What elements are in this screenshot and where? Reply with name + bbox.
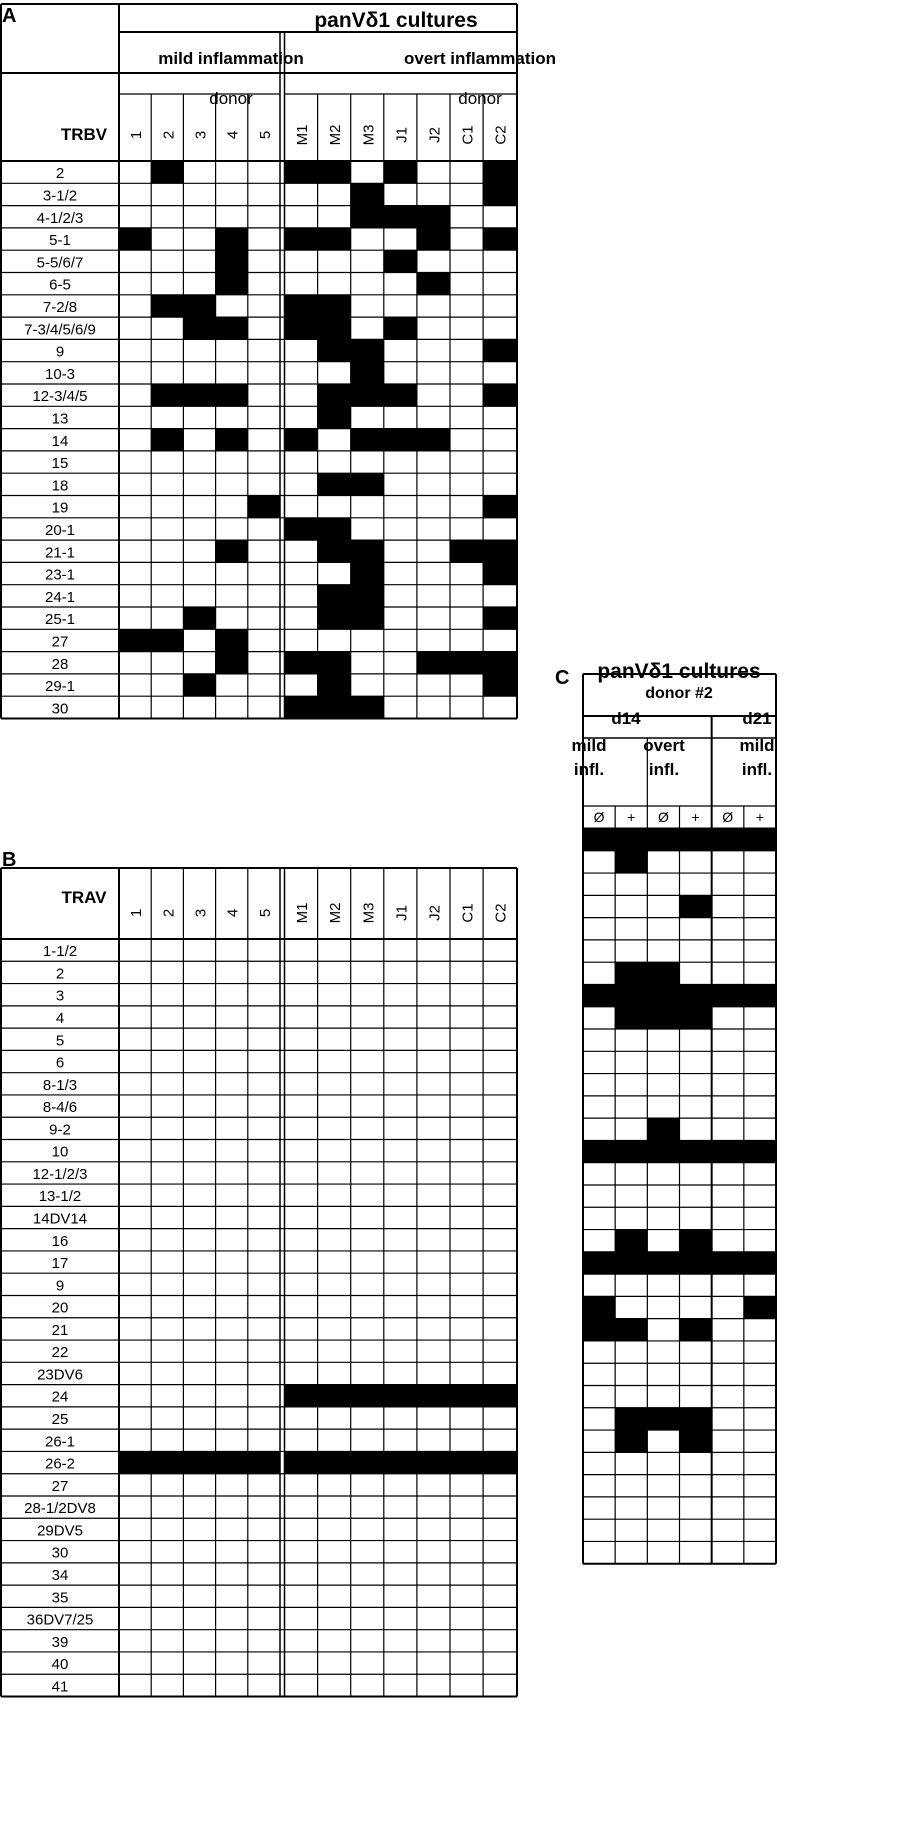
panel-c-cell-positive — [583, 1296, 615, 1318]
panel-a-cell-positive — [483, 183, 516, 205]
panel-c-timepoint-d14: d14 — [611, 709, 641, 728]
panel-b-cell-positive — [285, 1385, 318, 1407]
panel-c-cell-positive — [647, 1252, 679, 1274]
panel-a-cell-positive — [248, 496, 280, 518]
panel-a-cell-positive — [351, 585, 384, 607]
panel-a-row-label: 14 — [51, 432, 69, 450]
panel-b-gridlines — [1, 868, 517, 1697]
panel-a-cell-positive — [351, 362, 384, 384]
panel-b-row-label: 41 — [51, 1678, 69, 1696]
panel-c-col-symbol-1: + — [627, 809, 636, 825]
panel-a-cell-positive — [483, 384, 516, 406]
panel-b-col-label-5: 5 — [256, 908, 274, 918]
panel-a-cell-positive — [318, 339, 351, 361]
panel-c-cell-positive — [615, 1230, 647, 1252]
panel-a-row-label: 3-1/2 — [42, 187, 78, 205]
panel-a-cell-positive — [119, 629, 151, 651]
panel-c-cell-positive — [680, 984, 712, 1006]
panel-b-cell-positive — [318, 1385, 351, 1407]
panel-a-col-label-1: 1 — [128, 130, 146, 140]
panel-a-cell-positive — [285, 696, 318, 718]
panel-a-row-label: 9 — [55, 343, 65, 361]
panel-c-cell-positive — [744, 1252, 776, 1274]
panel-a-row-label: 19 — [51, 499, 69, 517]
panel-a-cell-positive — [318, 473, 351, 495]
panel-a-cell-positive — [417, 206, 450, 228]
panel-b-col-label-2: 2 — [160, 908, 178, 918]
panel-a-cell-positive — [151, 629, 183, 651]
panel-a-cell-positive — [351, 339, 384, 361]
panel-a-cell-positive — [216, 228, 248, 250]
panel-a-row-label: 28 — [51, 655, 69, 673]
panel-b-row-label: 5 — [55, 1032, 65, 1050]
panel-b-cell-positive — [151, 1451, 183, 1473]
panel-a-cell-positive — [151, 295, 183, 317]
panel-a-col-label-C2: C2 — [492, 125, 510, 145]
panel-b-row-label: 8-4/6 — [42, 1099, 78, 1117]
panel-a-row-label: 23-1 — [44, 566, 76, 584]
panel-c-cell-positive — [615, 1319, 647, 1341]
panel-a-cell-positive — [450, 540, 483, 562]
panel-c-cell-positive — [680, 1252, 712, 1274]
panel-a-trbv-table — [1, 4, 556, 719]
panel-a-col-label-J2: J2 — [426, 127, 444, 143]
panel-a-row-label: 15 — [51, 455, 69, 473]
panel-a-cell-positive — [318, 696, 351, 718]
panel-b-row-label: 27 — [51, 1477, 69, 1495]
panel-a-cell-positive — [483, 540, 516, 562]
panel-c-cell-positive — [680, 1140, 712, 1162]
panel-a-cell-positive — [183, 384, 215, 406]
panel-b-cell-positive — [417, 1451, 450, 1473]
panel-b-grid — [24, 903, 516, 1696]
panel-c-cell-positive — [615, 1430, 647, 1452]
panel-b-cell-positive — [417, 1385, 450, 1407]
panel-c-title: panVδ1 cultures — [597, 660, 761, 683]
panel-b-cell-positive — [384, 1451, 417, 1473]
panel-a-cell-positive — [318, 406, 351, 428]
panel-b-row-label: 1-1/2 — [42, 943, 78, 961]
panel-c-col-symbol-2: Ø — [657, 809, 669, 825]
panel-a-cell-positive — [351, 429, 384, 451]
panel-b-row-label: 13-1/2 — [38, 1188, 82, 1206]
panel-a-gridlines — [1, 4, 517, 719]
panel-a-cell-positive — [183, 607, 215, 629]
panel-a-row-label: 13 — [51, 410, 69, 428]
panel-a-cell-positive — [483, 607, 516, 629]
panel-b-cell-positive — [119, 1451, 151, 1473]
panel-c-subtitle: donor #2 — [645, 685, 713, 702]
panel-a-cell-positive — [216, 540, 248, 562]
panel-a-col-label-3: 3 — [192, 130, 210, 140]
panel-label-a: A — [2, 5, 17, 27]
panel-b-cell-positive — [216, 1451, 248, 1473]
panel-a-cell-positive — [384, 317, 417, 339]
panel-a-col-label-J1: J1 — [393, 127, 411, 143]
panel-b-row-label: 4 — [55, 1009, 65, 1027]
panel-a-cell-positive — [151, 429, 183, 451]
panel-b-row-label: 2 — [55, 965, 65, 983]
panel-b-row-label: 21 — [51, 1321, 69, 1339]
panel-a-cell-positive — [151, 384, 183, 406]
panel-a-row-label: 21-1 — [44, 544, 76, 562]
panel-c-cell-positive — [615, 1140, 647, 1162]
panel-a-cell-positive — [318, 384, 351, 406]
panel-a-row-label: 6-5 — [49, 276, 71, 294]
panel-a-cell-positive — [417, 429, 450, 451]
panel-a-cell-positive — [216, 317, 248, 339]
panel-b-row-label: 28-1/2DV8 — [24, 1500, 96, 1518]
panel-b-row-label: 9-2 — [49, 1121, 71, 1139]
panel-c-cell-positive — [647, 829, 679, 851]
panel-b-row-label: 24 — [51, 1388, 69, 1406]
panel-b-row-label: 26-2 — [44, 1455, 76, 1473]
panel-a-cell-positive — [417, 228, 450, 250]
panel-c-cell-positive — [647, 1408, 679, 1430]
panel-a-cell-positive — [483, 674, 516, 696]
panel-c-cell-positive — [744, 1296, 776, 1318]
panel-a-cell-positive — [318, 228, 351, 250]
panel-a-cell-positive — [216, 250, 248, 272]
panel-c-cell-positive — [680, 829, 712, 851]
panel-a-col-label-4: 4 — [224, 130, 242, 140]
panel-c-cell-positive — [615, 1408, 647, 1430]
panel-c-cond-mild-d14-l2: infl. — [573, 760, 605, 779]
panel-b-col-label-C2: C2 — [492, 903, 510, 923]
panel-b-row-label: 40 — [51, 1656, 69, 1674]
panel-b-row-label: 30 — [51, 1544, 69, 1562]
panel-c-donor2-table — [572, 660, 776, 1564]
panel-a-cell-positive — [119, 228, 151, 250]
panel-b-cell-positive — [248, 1451, 280, 1473]
panel-a-cell-positive — [351, 206, 384, 228]
panel-a-cell-positive — [318, 317, 351, 339]
panel-a-cell-positive — [483, 496, 516, 518]
panel-a-row-label: 5-5/6/7 — [36, 254, 84, 272]
panel-a-row-label: 25-1 — [44, 611, 76, 629]
panel-a-row-label: 10-3 — [44, 365, 76, 383]
panel-a-row-header: TRBV — [60, 125, 108, 144]
panel-b-row-label: 35 — [51, 1589, 69, 1607]
panel-b-cell-positive — [483, 1451, 516, 1473]
panel-c-cell-positive — [615, 962, 647, 984]
panel-c-cell-positive — [680, 1408, 712, 1430]
panel-a-cell-positive — [216, 273, 248, 295]
panel-a-title: panVδ1 cultures — [314, 9, 478, 32]
panel-b-col-label-M1: M1 — [294, 902, 312, 924]
panel-c-col-symbol-3: + — [691, 809, 700, 825]
panel-a-cell-positive — [216, 429, 248, 451]
panel-c-cell-positive — [615, 829, 647, 851]
panel-c-cell-positive — [647, 984, 679, 1006]
panel-b-row-label: 20 — [51, 1299, 69, 1317]
panel-a-cell-positive — [216, 629, 248, 651]
panel-a-cell-positive — [384, 250, 417, 272]
panel-b-cell-positive — [450, 1451, 483, 1473]
panel-a-cell-positive — [483, 339, 516, 361]
panel-a-cell-positive — [384, 161, 417, 183]
panel-a-cell-positive — [183, 295, 215, 317]
panel-b-cell-positive — [351, 1385, 384, 1407]
panel-b-row-label: 26-1 — [44, 1433, 76, 1451]
panel-c-cell-positive — [647, 1140, 679, 1162]
panel-a-cell-positive — [384, 206, 417, 228]
panel-c-cond-overt-l2: infl. — [648, 760, 680, 779]
panel-a-cell-positive — [450, 652, 483, 674]
panel-b-row-header: TRAV — [61, 888, 107, 907]
panel-a-cell-positive — [384, 429, 417, 451]
panel-b-cell-positive — [183, 1451, 215, 1473]
panel-a-cell-positive — [285, 228, 318, 250]
panel-c-cell-positive — [712, 1252, 744, 1274]
panel-b-cell-positive — [318, 1451, 351, 1473]
panel-a-cell-positive — [483, 228, 516, 250]
panel-a-cell-positive — [285, 429, 318, 451]
panel-a-cell-positive — [285, 652, 318, 674]
panel-a-row-label: 7-3/4/5/6/9 — [24, 321, 96, 339]
panel-a-donor-label-mild: donor — [209, 89, 253, 108]
panel-b-cell-positive — [285, 1451, 318, 1473]
panel-b-row-label: 23DV6 — [37, 1366, 83, 1384]
panel-c-cell-positive — [583, 829, 615, 851]
panel-c-col-symbol-4: Ø — [722, 809, 734, 825]
panel-c-col-symbol-5: + — [755, 809, 765, 825]
panel-b-row-label: 36DV7/25 — [26, 1611, 94, 1629]
panel-c-cond-mild-d21-l2: infl. — [741, 760, 773, 779]
panel-a-cell-positive — [351, 540, 384, 562]
panel-b-col-label-M3: M3 — [360, 902, 378, 924]
panel-a-group-overt: overt inflammation — [403, 49, 557, 68]
panel-b-row-label: 34 — [51, 1566, 69, 1584]
panel-a-row-label: 4-1/2/3 — [36, 209, 84, 227]
panel-a-cell-positive — [318, 295, 351, 317]
panel-b-row-label: 12-1/2/3 — [32, 1165, 88, 1183]
panel-b-row-label: 9 — [55, 1277, 65, 1295]
panel-a-cell-positive — [318, 161, 351, 183]
panel-c-cell-positive — [680, 895, 712, 917]
panel-a-cell-positive — [417, 273, 450, 295]
panel-a-cell-positive — [483, 562, 516, 584]
panel-a-row-label: 5-1 — [49, 232, 71, 250]
panel-b-col-label-C1: C1 — [459, 903, 477, 923]
panel-a-cell-positive — [483, 652, 516, 674]
panel-c-cond-mild-d21-l1: mild — [739, 736, 775, 755]
panel-c-timepoint-d21: d21 — [742, 709, 772, 728]
panel-a-cell-positive — [318, 585, 351, 607]
panel-a-col-label-2: 2 — [160, 130, 178, 140]
panel-c-cell-positive — [744, 829, 776, 851]
panel-b-row-label: 22 — [51, 1344, 69, 1362]
panel-b-col-label-1: 1 — [128, 908, 146, 918]
panel-b-col-label-J1: J1 — [393, 905, 411, 921]
panel-c-cell-positive — [615, 851, 647, 873]
panel-b-row-label: 6 — [55, 1054, 65, 1072]
panel-c-cell-positive — [680, 1230, 712, 1252]
panel-c-cell-positive — [615, 1007, 647, 1029]
panel-a-cell-positive — [351, 607, 384, 629]
panel-b-row-label: 16 — [51, 1232, 69, 1250]
panel-c-cell-positive — [744, 984, 776, 1006]
panel-a-cell-positive — [483, 161, 516, 183]
panel-c-col-symbol-0: Ø — [593, 809, 605, 825]
panel-b-row-label: 29DV5 — [37, 1522, 83, 1540]
panel-c-cell-positive — [712, 829, 744, 851]
panel-b-col-label-3: 3 — [192, 908, 210, 918]
panel-b-col-label-J2: J2 — [426, 905, 444, 921]
panel-a-col-label-M2: M2 — [327, 124, 345, 146]
panel-a-col-label-M1: M1 — [294, 124, 312, 146]
panel-b-col-label-4: 4 — [224, 908, 242, 918]
panel-a-row-label: 12-3/4/5 — [32, 388, 88, 406]
panel-b-cell-positive — [384, 1385, 417, 1407]
panel-c-cell-positive — [680, 1430, 712, 1452]
panel-a-cell-positive — [318, 607, 351, 629]
panel-a-row-label: 27 — [51, 633, 69, 651]
panel-c-cell-positive — [647, 962, 679, 984]
panel-a-cell-positive — [285, 295, 318, 317]
panel-b-col-label-M2: M2 — [327, 902, 345, 924]
panel-a-cell-positive — [351, 473, 384, 495]
panel-a-donor-label-overt: donor — [458, 89, 502, 108]
panel-c-cell-positive — [712, 1140, 744, 1162]
panel-b-row-label: 25 — [51, 1411, 69, 1429]
panel-a-cell-positive — [216, 384, 248, 406]
panel-c-cond-overt-l1: overt — [643, 736, 685, 755]
panel-b-cell-positive — [483, 1385, 516, 1407]
panel-c-gridlines — [583, 674, 776, 1564]
panel-a-cell-positive — [216, 652, 248, 674]
panel-a-cell-positive — [151, 161, 183, 183]
panel-b-row-label: 3 — [55, 987, 65, 1005]
panel-c-cell-positive — [744, 1140, 776, 1162]
panel-b-row-label: 17 — [51, 1255, 69, 1273]
panel-a-cell-positive — [183, 674, 215, 696]
panel-a-cell-positive — [285, 317, 318, 339]
panel-b-row-label: 39 — [51, 1633, 69, 1651]
panel-c-cell-positive — [615, 984, 647, 1006]
panel-a-cell-positive — [351, 384, 384, 406]
panel-label-c: C — [555, 667, 570, 689]
panel-a-cell-positive — [318, 518, 351, 540]
panel-a-cell-positive — [285, 161, 318, 183]
panel-c-cell-positive — [583, 1319, 615, 1341]
panel-c-cell-positive — [583, 984, 615, 1006]
panel-a-row-label: 24-1 — [44, 588, 76, 606]
panel-c-cell-positive — [680, 1319, 712, 1341]
panel-c-cond-mild-d14-l1: mild — [571, 736, 607, 755]
panel-a-cell-positive — [351, 183, 384, 205]
panel-label-b: B — [2, 849, 17, 871]
panel-a-cell-positive — [318, 540, 351, 562]
panel-b-row-label: 10 — [51, 1143, 69, 1161]
panel-a-row-label: 2 — [55, 165, 65, 183]
panel-a-row-label: 29-1 — [44, 678, 76, 696]
panel-a-cell-positive — [318, 674, 351, 696]
panel-a-cell-positive — [384, 384, 417, 406]
panel-b-trav-table — [1, 868, 517, 1697]
panel-c-cell-positive — [680, 1007, 712, 1029]
panel-a-row-label: 30 — [51, 700, 69, 718]
panel-c-cell-positive — [583, 1140, 615, 1162]
panel-a-col-label-M3: M3 — [360, 124, 378, 146]
panel-a-row-label: 20-1 — [44, 521, 76, 539]
panel-c-cell-positive — [615, 1252, 647, 1274]
panel-b-row-label: 8-1/3 — [42, 1076, 78, 1094]
panel-a-row-label: 7-2/8 — [42, 298, 78, 316]
panel-a-cell-positive — [183, 317, 215, 339]
panel-a-cell-positive — [351, 562, 384, 584]
panel-b-cell-positive — [450, 1385, 483, 1407]
panel-b-cell-positive — [351, 1451, 384, 1473]
panel-c-cell-positive — [647, 1007, 679, 1029]
panel-a-cell-positive — [285, 518, 318, 540]
panel-a-row-label: 18 — [51, 477, 69, 495]
panel-a-cell-positive — [351, 696, 384, 718]
panel-a-col-label-5: 5 — [256, 130, 274, 140]
panel-a-cell-positive — [318, 652, 351, 674]
panel-a-group-mild: mild inflammation — [158, 49, 304, 68]
panel-c-cell-positive — [583, 1252, 615, 1274]
panel-c-cell-positive — [712, 984, 744, 1006]
panel-c-cell-positive — [647, 1118, 679, 1140]
panel-a-cell-positive — [417, 652, 450, 674]
panel-a-col-label-C1: C1 — [459, 125, 477, 145]
panel-b-row-label: 14DV14 — [32, 1210, 88, 1228]
